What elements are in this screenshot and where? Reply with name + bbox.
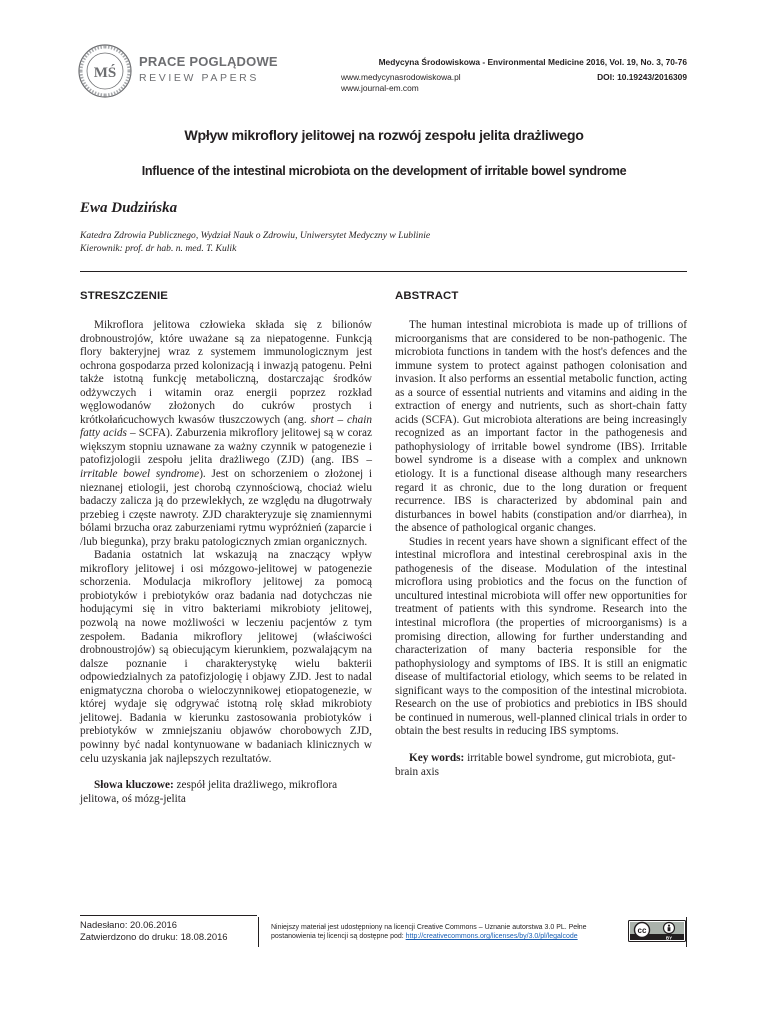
affiliation-line: Katedra Zdrowia Publicznego, Wydział Nauk o Zdrowiu, Uniwersytet Medyczny w Lublinie [80, 230, 431, 241]
journal-info [341, 57, 687, 94]
article-title-en: Influence of the intestinal microbiota on the development of irritable bowel syndrome [141, 164, 627, 178]
submission-dates [80, 919, 228, 943]
affiliation-head: Kierownik: prof. dr hab. n. med. T. Kulik [80, 242, 237, 254]
header-divider [80, 271, 687, 272]
abstract-pl-paragraph-2: Badania ostatnich lat wskazują na znaczący wpływ mikroflory jelitowej i osi mózgowo-jelitowej w patogenezie schorzenia. Modulacja mikroflory jelitowej za pomocą probiotyków i prebiotyków oraz badania nad dotychczas nie hodującymi się in vitro bakteriami mikrobioty jelitowej, pozwolą na nowe możliwości w leczeniu pacjentów z tym zespołem. Badania mikroflory jelitowej (właściwości drobnoustrojów) są obiecującym kierunkiem, pozwalającym na dalsze poznanie i charakterystykę wielu bakterii odpowiedzialnych za patofizjologię i objawy ZJD. Jest to nadal enigmatyczna choroba o wieloczynnikowej etiopatogenezie, w której wydaje się odgrywać istotną rolę skład mikrobioty jelitowej. Badania w kierunku zastosowania probiotyków i prebiotyków w zmniejszaniu objawów chorobowych ZJD, powinny być nadal kontynuowane w badaniach klinicznych w celu uzyskania jak najlepszych rezultatów. [80, 549, 372, 765]
abstract-en-paragraph-1: The human intestinal microbiota is made up of trillions of microorganisms that are considered to be non-pathogenic. The microbiota functions in tandem with the host's defences and the immune system to protect against pathogen colonisation and invasion. It also performs an essential metabolic function, acting as a source of essential nutrients and vitamins and aiding in the extraction of energy and nutrients, such as short-chain fatty acids (SCFA). Gut microbiota alterations are being increasingly recognized as an important factor in the pathogenesis and pathophysiology of irritable bowel syndrome (IBS). Irritable bowel syndrome is a disease with a complex and unknown etiology. It is a functional disease although many researchers regard it as chronic, due to the long duration or frequent recurrence. IBS is characterized by abdominal pain and disturbances in bowel habits (constipation and/or diarrhea), in the absence of pathological organic changes. [395, 319, 687, 535]
website-en-link[interactable]: www.journal-em.com [341, 83, 419, 93]
svg-text:BY: BY [665, 935, 673, 941]
article-title-pl: Wpływ mikroflory jelitowej na rozwój zespołu jelita drażliwego [184, 128, 584, 144]
cc-by-badge[interactable] [628, 920, 686, 942]
website-pl-link[interactable]: www.medycynasrodowiskowa.pl [341, 72, 461, 82]
abstract-pl-heading: STRESZCZENIE [80, 290, 168, 302]
abstract-en [395, 290, 687, 779]
abstract-en-heading: ABSTRACT [395, 290, 459, 302]
affiliation [80, 230, 430, 255]
keywords-en: Key words: irritable bowel syndrome, gut microbiota, gut-brain axis [395, 751, 676, 778]
creative-commons-icon [628, 920, 686, 942]
abstract-pl-paragraph-1: Mikroflora jelitowa człowieka składa się z bilionów drobnoustrojów, które uważane są za niepatogenne. Funkcją flory bakteryjnej wraz z systemem immunologicznym jest ochrona gospodarza przed kolonizacją i inwazją patogenu. Pełni także istotną funkcję metaboliczną, dostarczając środków odżywczych i witamin oraz energii poprzez rozkład węglowodanów złożonych do cukrów prostych i krótkołańcuchowych kwasów tłuszczowych (ang. short – chain fatty acids – SCFA). Zaburzenia mikroflory jelitowej są w coraz większym stopniu uznawane za ważny czynnik w patogenezie i patofizjologii zespołu jelita drażliwego (ZJD) (ang. IBS – irritable bowel syndrome). Jest on schorzeniem o złożonej i nieznanej etiologii, jest chorobą czynnościową, chociaż wielu badaczy zalicza ją do przewlekłych, ze względu na długotrwały przebieg i częste nawroty. ZJD charakteryzuje się znamiennymi bólami brzucha oraz zaburzeniami rytmu wypróżnień (zaparcie i /lub biegunka), przy braku patologicznych zmian organicznych. [80, 319, 373, 548]
section-label [139, 55, 278, 85]
section-subtitle: REVIEW PAPERS [139, 72, 259, 84]
received-date: Nadesłano: 20.06.2016 [80, 919, 177, 930]
license-link[interactable]: http://creativecommons.org/licenses/by/3.0/pl/legalcode [405, 933, 578, 941]
journal-logo [78, 44, 132, 98]
journal-citation: Medycyna Środowiskowa - Environmental Medicine 2016, Vol. 19, No. 3, 70-76 [378, 57, 687, 67]
section-title: PRACE POGLĄDOWE [139, 54, 278, 69]
abstract-en-paragraph-2: Studies in recent years have shown a significant effect of the intestinal microflora and intestinal cerebrospinal axis in the pathogenesis of the disease. Modulation of the intestinal microflora using probiotics and the focus on the function of uncultured intestinal microbiota will offer new opportunities for treatment of patients with this syndrome. Research into the intestinal microflora (the properties of microorganisms) is a promising direction, allowing for further understanding and characterization of many bacteria responsible for the pathophysiology and symptoms of IBS. It is still an enigmatic disease of multifactorial etiology, which seems to be related in significant ways to the composition of the intestinal microbiota. Research on the use of probiotics and prebiotics in IBS should be continued in numerous, well-planned clinical trials in order to obtain the best results in reducing IBS symptoms. [395, 535, 687, 738]
abstract-pl [80, 290, 372, 806]
footer-divider [80, 915, 257, 916]
keywords-pl: Słowa kluczowe: zespół jelita drażliwego, mikroflora jelitowa, oś mózg-jelita [80, 779, 338, 805]
svg-text:MŚ: MŚ [93, 65, 117, 81]
doi: DOI: 10.19243/2016309 [597, 72, 687, 82]
svg-text:cc: cc [637, 926, 647, 935]
accepted-date: Zatwierdzono do druku: 18.08.2016 [80, 931, 228, 942]
license-notice: Niniejszy materiał jest udostępniony na licencji Creative Commons – Uznanie autorstwa 3.0 PL. Pełne postanowienia tej licencji są dostępne pod: http://creativecommons.org/licenses/by/3.0/pl/legalcode [271, 924, 587, 941]
journal-seal-icon [78, 44, 132, 98]
author-name: Ewa Dudzińska [80, 200, 178, 216]
